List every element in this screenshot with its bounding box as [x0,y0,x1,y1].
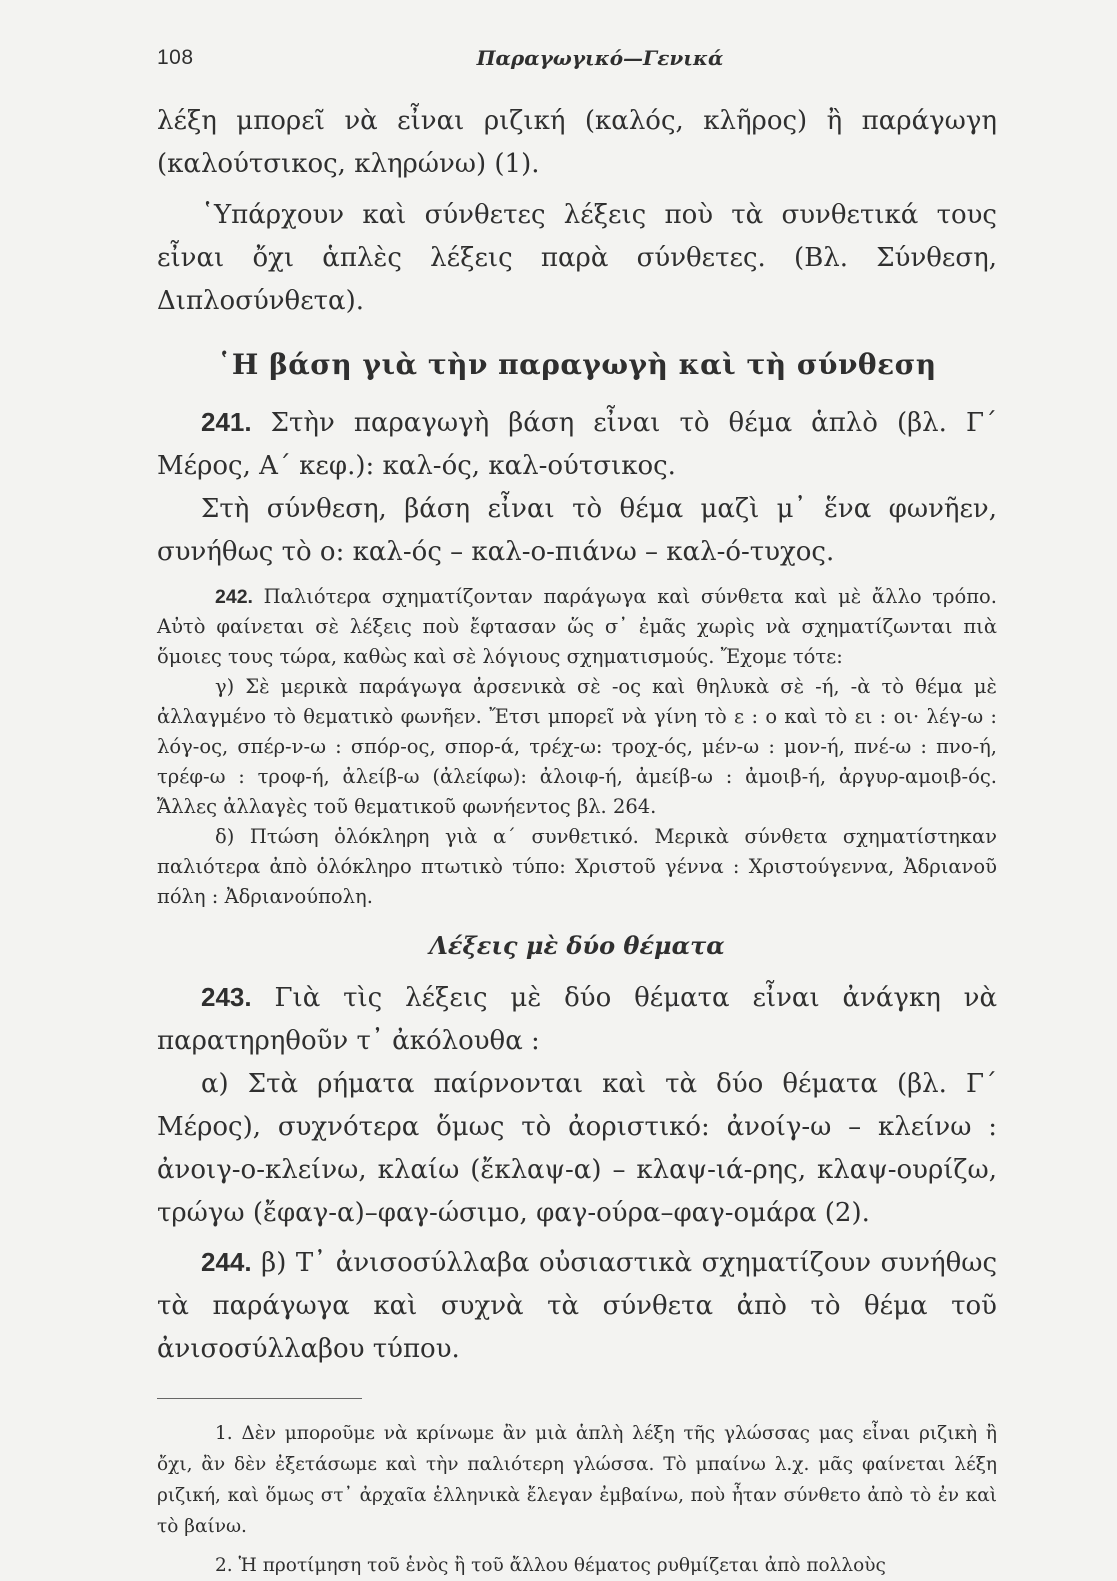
paragraph-244-text: β) Τ᾿ ἀνισοσύλλαβα οὐσιαστικὰ σχηματίζουν συνήθως τὰ παράγωγα καὶ συχνὰ τὰ σύνθετα ἀπὸ τὸ θέμα τοῦ ἀνισοσύλλαβου τύπου. [157,1248,998,1364]
paragraph-243 [157,976,997,1063]
paragraph-242-text: Παλιότερα σχηματίζονταν παράγωγα καὶ σύνθετα καὶ μὲ ἄλλο τρόπο. Αὐτὸ φαίνεται σὲ λέξεις ποὺ ἔφτασαν ὥς σ᾿ ἐμᾶς χωρὶς νὰ σχηματίζωνται πιὰ ὅμοιες τους τώρα, καθὼς καὶ σὲ λόγιους σχηματισμούς. Ἔχομε τότε: [157,585,997,668]
running-head: Παραγωγικό—Γενικά [476,46,724,70]
paragraph-number-244: 244. [201,1247,252,1277]
paragraph-number-243: 243. [201,982,252,1012]
section-heading-basis: ῾Η βάση γιὰ τὴν παραγωγὴ καὶ τὴ σύνθεση [217,348,937,381]
footnote-2: 2. Ἡ προτίμηση τοῦ ἑνὸς ἢ τοῦ ἄλλου θέματος ρυθμίζεται ἀπὸ πολλοὺς [215,1555,886,1576]
paragraph-241 [157,401,997,488]
paragraph-242-gamma: γ) Σὲ μερικὰ παράγωγα ἀρσενικὰ σὲ -ος καὶ θηλυκὰ σὲ -ή, -ὰ τὸ θέμα μὲ ἀλλαγμένο τὸ θεματικὸ φωνῆεν. Ἔτσι μπορεῖ νὰ γίνη τὸ ε : ο καὶ τὸ ει : οι· λέγ-ω : λόγ-ος, σπέρ-ν-ω : σπόρ-ος, σπορ-ά, τρέχ-ω: τροχ-ός, μέν-ω : μον-ή, πνέ-ω : πνο-ή, τρέφ-ω : τροφ-ή, ἀλείβ-ω (ἀλείφω): ἀλοιφ-ή, ἀμείβ-ω : ἀμοιβ-ή, ἀργυρ-αμοιβ-ός. Ἄλλες ἀλλαγὲς τοῦ θεματικοῦ φωνήεντος βλ. 264. [157,675,997,818]
footnote-1: 1. Δὲν μποροῦμε νὰ κρίνωμε ἂν μιὰ ἁπλὴ λέξη τῆς γλώσσας μας εἶναι ριζικὴ ἢ ὄχι, ἂν δὲν ἐξετάσωμε καὶ τὴν παλιότερη γλώσσα. Τὸ μπαίνω λ.χ. μᾶς φαίνεται λέξη ριζική, καὶ ὅμως στ᾿ ἀρχαῖα ἑλληνικὰ ἔλεγαν ἐμβαίνω, ποὺ ἦταν σύνθετο ἀπὸ τὸ ἐν καὶ τὸ βαίνω. [157,1423,997,1537]
paragraph-241-continued: Στὴ σύνθεση, βάση εἶναι τὸ θέμα μαζὶ μ᾿ ἕνα φωνῆεν, συνήθως τὸ ο: καλ-ός – καλ-ο-πιάνω – καλ-ό-τυχος. [157,494,997,567]
paragraph-241-text: Στὴν παραγωγὴ βάση εἶναι τὸ θέμα ἁπλὸ (βλ. Γ΄ Μέρος, Α΄ κεφ.): καλ-ός, καλ-ούτσικος. [157,408,997,481]
section-heading-two-stems: Λέξεις μὲ δύο θέματα [429,931,725,960]
page-number: 108 [157,46,194,69]
paragraph-242 [157,582,997,672]
paragraph-243-alpha: α) Στὰ ρήματα παίρνονται καὶ τὰ δύο θέματα (βλ. Γ΄ Μέρος), συχνότερα ὅμως τὸ ἀοριστικό: ἀνοίγ-ω – κλείνω : ἀνοιγ-ο-κλείνω, κλαίω (ἔκλαψ-α) – κλαψ-ιά-ρης, κλαψ-ουρίζω, τρώγω (ἔφαγ-α)–φαγ-ώσιμο, φαγ-ούρα–φαγ-ομάρα (2). [157,1069,997,1228]
paragraph-244 [157,1241,997,1371]
paragraph-242-delta: δ) Πτώση ὁλόκληρη γιὰ α΄ συνθετικό. Μερικὰ σύνθετα σχηματίστηκαν παλιότερα ἀπὸ ὁλόκληρο πτωτικὸ τύπο: Χριστοῦ γέννα : Χριστούγεννα, Ἀδριανοῦ πόλη : Ἀδριανούπολη. [157,825,997,908]
paragraph-number-242: 242. [215,586,253,608]
paragraph-compound-words: ῾Υπάρχουν καὶ σύνθετες λέξεις ποὺ τὰ συνθετικά τους εἶναι ὄχι ἁπλὲς λέξεις παρὰ σύνθετες. (Βλ. Σύνθεση, Διπλοσύνθετα). [157,200,997,316]
paragraph-intro: λέξη μπορεῖ νὰ εἶναι ριζική (καλός, κλῆρος) ἢ παράγωγη (καλούτσικος, κληρώνω) (1). [157,106,997,179]
page-content [157,100,997,1581]
footnote-separator [157,1398,362,1399]
paragraph-number-241: 241. [201,407,252,437]
paragraph-243-text: Γιὰ τὶς λέξεις μὲ δύο θέματα εἶναι ἀνάγκη νὰ παρατηρηθοῦν τ᾿ ἀκόλουθα : [157,983,998,1056]
